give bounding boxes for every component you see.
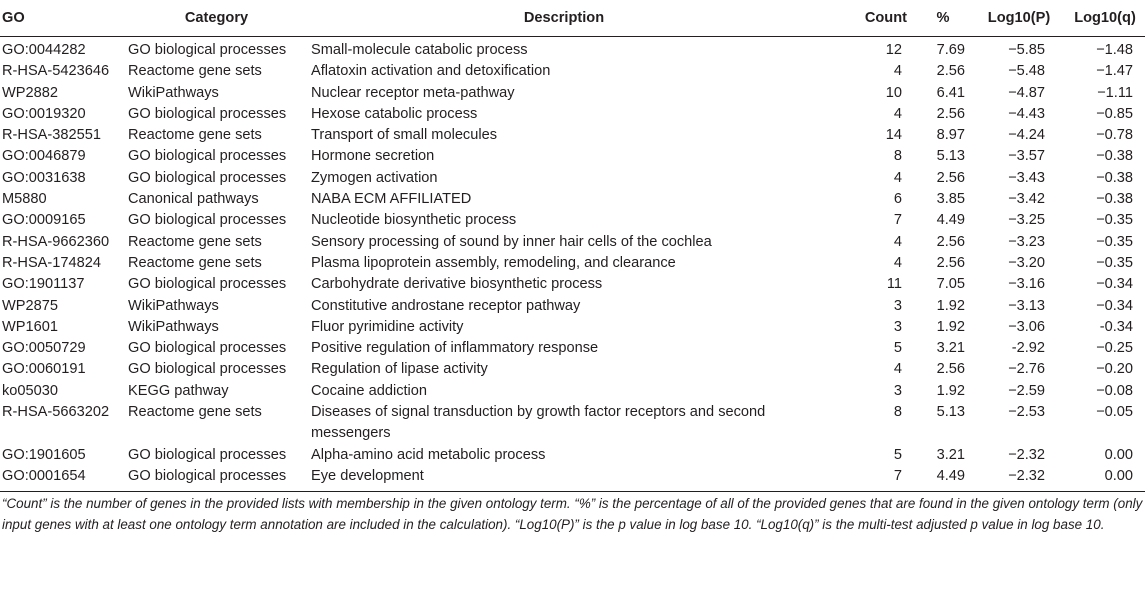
- category-cell: WikiPathways: [128, 297, 219, 314]
- log10q-cell: −0.35: [1096, 212, 1133, 229]
- footnote-row: [0, 492, 1145, 536]
- header-go: GO: [0, 0, 125, 37]
- count-cell: 5: [893, 340, 902, 357]
- count-cell: 4: [893, 105, 902, 122]
- table-header: [0, 0, 1145, 37]
- count-cell: 5: [893, 446, 902, 463]
- header-category: Category: [125, 0, 308, 37]
- description-cell: Carbohydrate derivative biosynthetic process: [311, 276, 603, 293]
- description-cell: Aflatoxin activation and detoxification: [311, 63, 551, 80]
- log10q-cell: −0.05: [1096, 404, 1133, 421]
- go-id-cell: R-HSA-382551: [2, 127, 101, 144]
- log10p-cell: −2.59: [1008, 382, 1045, 399]
- description-cell: NABA ECM AFFILIATED: [311, 191, 472, 208]
- log10p-cell: −2.53: [1008, 404, 1045, 421]
- log10q-cell: 0.00: [1104, 446, 1133, 463]
- log10q-cell: −0.38: [1096, 169, 1133, 186]
- description-cell: Nucleotide biosynthetic process: [311, 212, 517, 229]
- log10q-cell: −0.35: [1096, 254, 1133, 271]
- go-id-cell: GO:0050729: [2, 340, 86, 357]
- go-id-cell: GO:0031638: [2, 169, 86, 186]
- log10p-cell: −3.13: [1008, 297, 1045, 314]
- count-cell: 8: [893, 404, 902, 421]
- category-cell: GO biological processes: [128, 42, 287, 58]
- table-row: [0, 104, 1145, 125]
- log10p-cell: −4.87: [1008, 84, 1045, 101]
- percent-cell: 2.56: [936, 169, 965, 186]
- header-percent: %: [913, 0, 973, 37]
- table-row: [0, 125, 1145, 146]
- category-cell: WikiPathways: [128, 84, 219, 101]
- count-cell: 4: [893, 63, 902, 80]
- table-row: [0, 210, 1145, 231]
- go-id-cell: WP1601: [2, 318, 58, 335]
- log10q-cell: −0.34: [1096, 297, 1133, 314]
- log10p-cell: −3.42: [1008, 191, 1045, 208]
- table-row: [0, 61, 1145, 82]
- table-footer: [0, 492, 1145, 536]
- description-cell: Constitutive androstane receptor pathway: [311, 297, 581, 314]
- header-description: Description: [308, 0, 820, 37]
- percent-cell: 1.92: [936, 297, 965, 314]
- log10q-cell: −0.78: [1096, 127, 1133, 144]
- table-row: [0, 296, 1145, 317]
- count-cell: 11: [886, 276, 902, 293]
- category-cell: GO biological processes: [128, 467, 287, 484]
- percent-cell: 5.13: [936, 148, 965, 165]
- description-cell: Hexose catabolic process: [311, 105, 478, 122]
- table-row: [0, 189, 1145, 210]
- percent-cell: 3.21: [936, 340, 965, 357]
- log10p-cell: −3.16: [1008, 276, 1045, 293]
- log10p-cell: −2.32: [1008, 446, 1045, 463]
- table-row: [0, 37, 1145, 62]
- count-cell: 10: [885, 84, 902, 101]
- count-cell: 3: [893, 382, 902, 399]
- category-cell: Reactome gene sets: [128, 127, 262, 144]
- category-cell: GO biological processes: [128, 212, 287, 229]
- log10q-cell: −0.25: [1096, 340, 1133, 357]
- log10q-cell: -0.34: [1099, 318, 1133, 335]
- log10p-cell: −3.20: [1008, 254, 1045, 271]
- log10q-cell: −0.85: [1096, 105, 1133, 122]
- table-row: [0, 338, 1145, 359]
- category-cell: KEGG pathway: [128, 382, 229, 399]
- category-cell: GO biological processes: [128, 276, 287, 293]
- log10p-cell: −2.32: [1008, 467, 1045, 484]
- table-row: [0, 466, 1145, 492]
- log10q-cell: −0.38: [1096, 191, 1133, 208]
- percent-cell: 2.56: [936, 233, 965, 250]
- table-row: [0, 402, 1145, 445]
- description-cell: Hormone secretion: [311, 148, 435, 165]
- go-id-cell: R-HSA-9662360: [2, 233, 110, 250]
- go-id-cell: GO:0060191: [2, 361, 86, 378]
- description-cell: Alpha-amino acid metabolic process: [311, 446, 546, 463]
- header-row: [0, 0, 1145, 37]
- percent-cell: 3.21: [936, 446, 965, 463]
- go-id-cell: ko05030: [2, 382, 58, 399]
- description-cell: Zymogen activation: [311, 169, 438, 186]
- go-id-cell: GO:0001654: [2, 467, 86, 484]
- log10q-cell: −0.20: [1096, 361, 1133, 378]
- description-cell: Small-molecule catabolic process: [311, 42, 528, 58]
- count-cell: 3: [893, 297, 902, 314]
- percent-cell: 2.56: [936, 105, 965, 122]
- go-id-cell: GO:0044282: [2, 42, 86, 58]
- category-cell: Reactome gene sets: [128, 404, 262, 421]
- log10q-cell: −1.48: [1096, 42, 1133, 58]
- category-cell: GO biological processes: [128, 105, 287, 122]
- go-id-cell: GO:0019320: [2, 105, 86, 122]
- percent-cell: 1.92: [936, 318, 965, 335]
- count-cell: 4: [893, 254, 902, 271]
- description-cell: Nuclear receptor meta-pathway: [311, 84, 515, 101]
- go-id-cell: R-HSA-5423646: [2, 63, 110, 80]
- go-id-cell: GO:1901137: [2, 276, 85, 293]
- percent-cell: 2.56: [936, 361, 965, 378]
- log10q-cell: −0.34: [1096, 276, 1133, 293]
- category-cell: GO biological processes: [128, 148, 287, 165]
- table-body: [0, 37, 1145, 492]
- header-log10p: Log10(P): [973, 0, 1065, 37]
- category-cell: Reactome gene sets: [128, 63, 262, 80]
- table-row: [0, 445, 1145, 466]
- count-cell: 7: [893, 212, 902, 229]
- log10p-cell: −4.24: [1008, 127, 1045, 144]
- description-cell: Sensory processing of sound by inner hair cells of the cochlea: [311, 233, 712, 250]
- log10q-cell: −1.47: [1096, 63, 1133, 80]
- category-cell: GO biological processes: [128, 340, 287, 357]
- category-cell: Reactome gene sets: [128, 254, 262, 271]
- go-id-cell: M5880: [2, 191, 47, 208]
- table-row: [0, 359, 1145, 380]
- log10q-cell: 0.00: [1104, 467, 1133, 484]
- count-cell: 4: [893, 169, 902, 186]
- log10p-cell: −3.23: [1008, 233, 1045, 250]
- go-id-cell: GO:0046879: [2, 148, 86, 165]
- category-cell: GO biological processes: [128, 446, 287, 463]
- log10p-cell: −5.85: [1008, 42, 1045, 58]
- count-cell: 4: [893, 233, 902, 250]
- count-cell: 7: [893, 467, 902, 484]
- table-row: [0, 253, 1145, 274]
- category-cell: Canonical pathways: [128, 191, 259, 208]
- description-cell: Positive regulation of inflammatory response: [311, 340, 599, 357]
- log10p-cell: −5.48: [1008, 63, 1045, 80]
- percent-cell: 1.92: [936, 382, 965, 399]
- percent-cell: 7.69: [936, 42, 965, 58]
- count-cell: 3: [893, 318, 902, 335]
- description-cell: Regulation of lipase activity: [311, 361, 488, 378]
- description-cell: Plasma lipoprotein assembly, remodeling, and clearance: [311, 254, 676, 271]
- log10p-cell: −3.25: [1008, 212, 1045, 229]
- percent-cell: 8.97: [936, 127, 965, 144]
- percent-cell: 4.49: [936, 467, 965, 484]
- log10p-cell: -2.92: [1011, 340, 1045, 357]
- percent-cell: 5.13: [936, 404, 965, 421]
- table-row: [0, 146, 1145, 167]
- go-id-cell: R-HSA-5663202: [2, 404, 110, 421]
- log10p-cell: −3.57: [1008, 148, 1045, 165]
- header-count: Count: [820, 0, 913, 37]
- log10q-cell: −0.35: [1096, 233, 1133, 250]
- percent-cell: 3.85: [936, 191, 965, 208]
- log10p-cell: −4.43: [1008, 105, 1045, 122]
- log10p-cell: −3.06: [1008, 318, 1045, 335]
- table-row: [0, 317, 1145, 338]
- go-id-cell: R-HSA-174824: [2, 254, 101, 271]
- log10q-cell: −0.08: [1096, 382, 1133, 399]
- count-cell: 6: [893, 191, 902, 208]
- count-cell: 8: [893, 148, 902, 165]
- description-cell: Transport of small molecules: [311, 127, 497, 144]
- percent-cell: 7.05: [936, 276, 965, 293]
- percent-cell: 2.56: [936, 254, 965, 271]
- table-row: [0, 168, 1145, 189]
- log10q-cell: −0.38: [1096, 148, 1133, 165]
- go-id-cell: GO:0009165: [2, 212, 86, 229]
- percent-cell: 4.49: [936, 212, 965, 229]
- log10p-cell: −3.43: [1008, 169, 1045, 186]
- count-cell: 4: [893, 361, 902, 378]
- table-footnote: “Count” is the number of genes in the provided lists with membership in the given ontology term. “%” is the percentage of all of the provided genes that are found in the given ontology term (only input genes with at least one ontology term annotation are included in the calculation). “Log10(P)” is the p value in log base 10. “Log10(q)” is the multi-test adjusted p value in log base 10.: [0, 492, 1145, 536]
- log10p-cell: −2.76: [1008, 361, 1045, 378]
- go-id-cell: GO:1901605: [2, 446, 86, 463]
- description-cell: Cocaine addiction: [311, 382, 428, 399]
- count-cell: 14: [885, 127, 902, 144]
- count-cell: 12: [885, 42, 902, 58]
- category-cell: WikiPathways: [128, 318, 219, 335]
- category-cell: GO biological processes: [128, 361, 287, 378]
- category-cell: Reactome gene sets: [128, 233, 262, 250]
- header-log10q: Log10(q): [1065, 0, 1145, 37]
- description-cell: Eye development: [311, 467, 424, 484]
- table-row: [0, 232, 1145, 253]
- table-row: [0, 381, 1145, 402]
- category-cell: GO biological processes: [128, 169, 287, 186]
- table-row: [0, 274, 1145, 295]
- percent-cell: 2.56: [936, 63, 965, 80]
- go-id-cell: WP2875: [2, 297, 58, 314]
- go-id-cell: WP2882: [2, 84, 58, 101]
- log10q-cell: −1.11: [1097, 84, 1133, 101]
- description-cell: Diseases of signal transduction by growth factor receptors and second messengers: [311, 404, 766, 442]
- percent-cell: 6.41: [936, 84, 965, 101]
- table-row: [0, 83, 1145, 104]
- description-cell: Fluor pyrimidine activity: [311, 318, 464, 335]
